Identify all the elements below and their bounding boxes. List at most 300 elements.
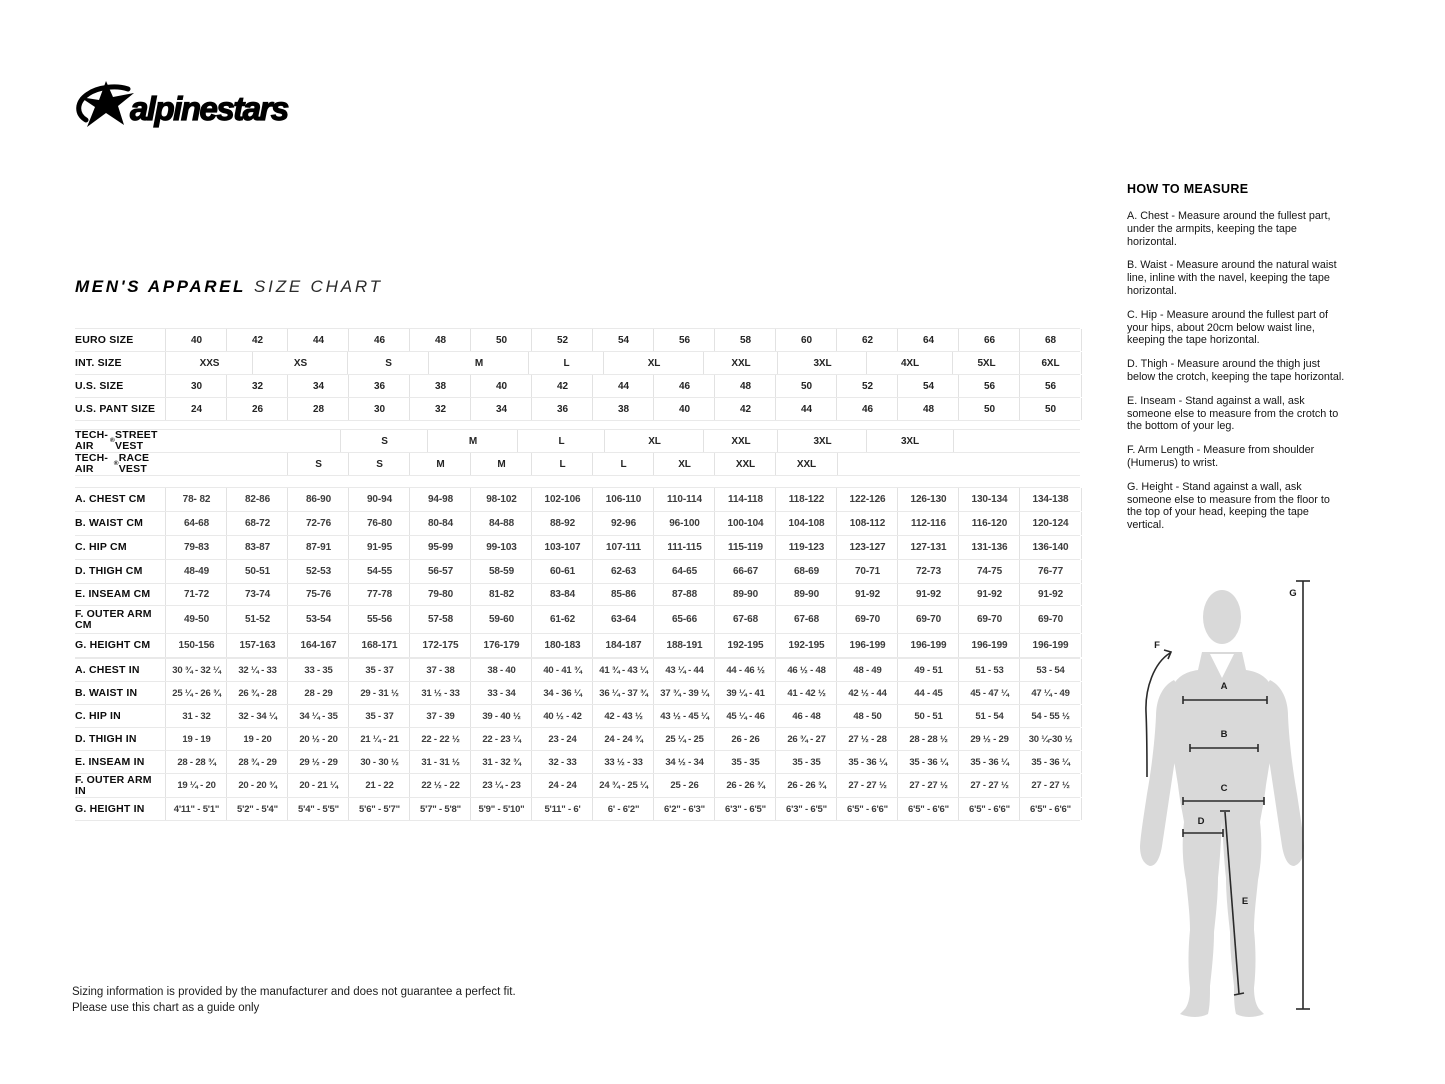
row-label: U.S. PANT SIZE — [75, 402, 156, 415]
size-cell: S — [347, 352, 429, 374]
size-cell: 44 - 45 — [897, 682, 959, 704]
figure-label-c: C — [1220, 783, 1228, 794]
size-cell: 67-68 — [714, 606, 776, 633]
row-g-height-in — [75, 798, 1080, 821]
size-cell: 28 - 28 ¾ — [165, 751, 227, 773]
size-cell: 35 - 36 ¼ — [958, 751, 1020, 773]
size-cell: 72-73 — [897, 560, 959, 583]
size-cell: 29 ½ - 29 — [958, 728, 1020, 750]
size-cell: 58-59 — [470, 560, 532, 583]
row-label: D. THIGH CM — [75, 565, 143, 577]
size-cell: 47 ¼ - 49 — [1019, 682, 1082, 704]
row-d-thigh-cm — [75, 560, 1080, 584]
size-cell: 24 - 24 — [531, 774, 593, 797]
size-cell: 5'6" - 5'7" — [348, 798, 410, 820]
size-cell: 70-71 — [836, 560, 898, 583]
size-cell: 5'7" - 5'8" — [409, 798, 471, 820]
row-label: TECH-AIR ® STREET VEST — [75, 429, 158, 452]
size-cell: 46 - 48 — [775, 705, 837, 727]
size-cell: 40 ½ - 42 — [531, 705, 593, 727]
size-cell: 19 ¼ - 20 — [165, 774, 227, 797]
size-cell: 50 - 51 — [897, 705, 959, 727]
size-cell: 26 ¾ - 28 — [226, 682, 288, 704]
size-cell: S — [348, 453, 410, 475]
size-cell: 57-58 — [409, 606, 471, 633]
size-cell: 120-124 — [1019, 512, 1082, 535]
size-cell: 74-75 — [958, 560, 1020, 583]
row-label: EURO SIZE — [75, 333, 134, 346]
size-cell: 65-66 — [653, 606, 715, 633]
size-cell: 95-99 — [409, 536, 471, 559]
table-group — [75, 328, 1080, 421]
size-cell: 41 - 42 ½ — [775, 682, 837, 704]
size-cell: 35 - 35 — [775, 751, 837, 773]
size-cell: XXL — [703, 352, 778, 374]
row-label: C. HIP IN — [75, 709, 121, 722]
size-cell: 33 - 35 — [287, 659, 349, 681]
size-cell: 40 — [653, 398, 715, 420]
size-cell: 6XL — [1019, 352, 1082, 374]
size-cell: 46 — [653, 375, 715, 397]
size-cell: 32 — [409, 398, 471, 420]
row-label: G. HEIGHT CM — [75, 639, 151, 651]
disclaimer — [72, 984, 516, 1016]
size-cell: 26 - 26 — [714, 728, 776, 750]
size-cell: 22 ½ - 22 — [409, 774, 471, 797]
size-cell: 82-86 — [226, 488, 288, 511]
size-cell: 69-70 — [897, 606, 959, 633]
size-cell: 5'2" - 5'4" — [226, 798, 288, 820]
size-cell: 29 - 31 ½ — [348, 682, 410, 704]
size-cell: 196-199 — [1019, 634, 1082, 657]
size-cell: 26 — [226, 398, 288, 420]
row-b-waist-in — [75, 682, 1080, 705]
size-cell: 69-70 — [836, 606, 898, 633]
row-c-hip-cm — [75, 536, 1080, 560]
size-cell: M — [470, 453, 532, 475]
size-cell: 64-68 — [165, 512, 227, 535]
row-label: F. OUTER ARM CM — [75, 607, 152, 631]
size-cell: 48 — [409, 329, 471, 351]
size-cell: 21 ¼ - 21 — [348, 728, 410, 750]
size-cell: 176-179 — [470, 634, 532, 657]
size-cell: 119-123 — [775, 536, 837, 559]
size-cell: L — [592, 453, 654, 475]
size-cell: 41 ¾ - 43 ¼ — [592, 659, 654, 681]
size-cell: 40 — [470, 375, 532, 397]
size-cell: 50 — [775, 375, 837, 397]
size-cell: 91-92 — [897, 584, 959, 605]
row-label: A. CHEST IN — [75, 663, 140, 676]
row-int-size — [75, 352, 1080, 375]
size-cell: 51 - 54 — [958, 705, 1020, 727]
size-cell: XL — [603, 352, 704, 374]
size-cell: 55-56 — [348, 606, 410, 633]
size-cell: 52 — [531, 329, 593, 351]
row-d-thigh-in — [75, 728, 1080, 751]
row-a-chest-cm — [75, 488, 1080, 512]
size-cell: 157-163 — [226, 634, 288, 657]
size-cell: 103-107 — [531, 536, 593, 559]
size-cell: 40 - 41 ¾ — [531, 659, 593, 681]
size-cell: XXS — [165, 352, 253, 374]
size-cell: 112-116 — [897, 512, 959, 535]
size-cell: 35 - 36 ¼ — [836, 751, 898, 773]
size-cell: 43 ½ - 45 ¼ — [653, 705, 715, 727]
size-cell: 54-55 — [348, 560, 410, 583]
size-cell: 24 - 24 ¾ — [592, 728, 654, 750]
size-cell: 34 - 36 ¼ — [531, 682, 593, 704]
size-cell: 63-64 — [592, 606, 654, 633]
row-tech-air-race-vest — [75, 453, 1080, 476]
size-cell: 6'5" - 6'6" — [897, 798, 959, 820]
row-u-s-size — [75, 375, 1080, 398]
size-cell: 134-138 — [1019, 488, 1082, 511]
measure-instruction-f: F. Arm Length - Measure from shoulder (Humerus) to wrist. — [1127, 444, 1315, 469]
page-title — [75, 277, 383, 297]
size-cell: 62 — [836, 329, 898, 351]
row-label: U.S. SIZE — [75, 379, 124, 392]
size-cell: 19 - 20 — [226, 728, 288, 750]
size-cell: XXL — [775, 453, 838, 475]
how-to-measure-title: HOW TO MEASURE — [1127, 182, 1249, 196]
size-cell: 83-84 — [531, 584, 593, 605]
size-cell: 106-110 — [592, 488, 654, 511]
measure-instruction-c: C. Hip - Measure around the fullest part of your hips, about 20cm below waist line, keeping the tape horizontal. — [1127, 308, 1329, 347]
size-cell: 68-69 — [775, 560, 837, 583]
figure-label-d: D — [1197, 816, 1205, 827]
size-cell: 37 ¾ - 39 ¼ — [653, 682, 715, 704]
size-cell: 40 — [165, 329, 227, 351]
height-measure-line — [1296, 581, 1310, 1009]
size-cell: 86-90 — [287, 488, 349, 511]
size-cell: 32 — [226, 375, 288, 397]
size-cell: 33 ½ - 33 — [592, 751, 654, 773]
size-cell: 44 — [592, 375, 654, 397]
size-cell: 50 — [470, 329, 532, 351]
size-cell: 66 — [958, 329, 1020, 351]
size-cell: 89-90 — [714, 584, 776, 605]
size-cell: 23 ¼ - 23 — [470, 774, 532, 797]
size-cell: 53 - 54 — [1019, 659, 1082, 681]
size-cell: 107-111 — [592, 536, 654, 559]
size-cell: 52-53 — [287, 560, 349, 583]
size-cell: 60 — [775, 329, 837, 351]
size-cell: 30 - 30 ½ — [348, 751, 410, 773]
size-cell: 51 - 53 — [958, 659, 1020, 681]
size-cell: 5'11" - 6' — [531, 798, 593, 820]
size-cell: L — [517, 430, 605, 452]
size-cell: 76-77 — [1019, 560, 1082, 583]
size-cell: 108-112 — [836, 512, 898, 535]
how-to-measure-panel — [1127, 182, 1347, 543]
size-cell: 42 — [226, 329, 288, 351]
size-cell: 84-88 — [470, 512, 532, 535]
size-cell: 88-92 — [531, 512, 593, 535]
size-cell: 83-87 — [226, 536, 288, 559]
size-cell: 36 ¼ - 37 ¾ — [592, 682, 654, 704]
size-cell: 30 ¼-30 ½ — [1019, 728, 1082, 750]
size-cell: 32 - 33 — [531, 751, 593, 773]
size-cell: 31 - 32 — [165, 705, 227, 727]
size-cell: 115-119 — [714, 536, 776, 559]
size-cell: 87-88 — [653, 584, 715, 605]
row-u-s-pant-size — [75, 398, 1080, 421]
row-euro-size — [75, 329, 1080, 352]
size-cell: 73-74 — [226, 584, 288, 605]
page-title-light: SIZE CHART — [254, 277, 383, 296]
size-cell: 196-199 — [836, 634, 898, 657]
size-cell: 48-49 — [165, 560, 227, 583]
size-cell: 172-175 — [409, 634, 471, 657]
size-cell: 35 - 37 — [348, 659, 410, 681]
size-cell: 5'9" - 5'10" — [470, 798, 532, 820]
size-cell: 196-199 — [897, 634, 959, 657]
size-cell: 37 - 39 — [409, 705, 471, 727]
size-cell: 56 — [958, 375, 1020, 397]
size-cell: 52 — [836, 375, 898, 397]
table-group — [75, 487, 1080, 658]
size-cell: 58 — [714, 329, 776, 351]
size-cell: 60-61 — [531, 560, 593, 583]
size-cell: 20 - 21 ¼ — [287, 774, 349, 797]
size-cell: 46 ½ - 48 — [775, 659, 837, 681]
size-cell: 25 ¼ - 26 ¾ — [165, 682, 227, 704]
size-cell: 34 ½ - 34 — [653, 751, 715, 773]
size-cell: 20 - 20 ¾ — [226, 774, 288, 797]
size-cell: 50-51 — [226, 560, 288, 583]
figure-label-e: E — [1241, 896, 1249, 907]
size-cell: 34 — [287, 375, 349, 397]
size-cell: 27 ½ - 28 — [836, 728, 898, 750]
size-cell: 184-187 — [592, 634, 654, 657]
row-a-chest-in — [75, 659, 1080, 682]
row-label: TECH-AIR ® RACE VEST — [75, 452, 150, 475]
figure-label-a: A — [1220, 681, 1228, 692]
size-cell: 127-131 — [897, 536, 959, 559]
row-e-inseam-cm — [75, 584, 1080, 606]
size-cell: 25 ¼ - 25 — [653, 728, 715, 750]
size-cell: 39 - 40 ½ — [470, 705, 532, 727]
size-cell: 130-134 — [958, 488, 1020, 511]
size-cell: 188-191 — [653, 634, 715, 657]
size-cell: 91-92 — [958, 584, 1020, 605]
size-cell: S — [287, 453, 349, 475]
size-cell: 4'11" - 5'1" — [165, 798, 227, 820]
size-cell: 50 — [1019, 398, 1082, 420]
size-cell: 81-82 — [470, 584, 532, 605]
size-cell: 19 - 19 — [165, 728, 227, 750]
size-cell: XS — [252, 352, 348, 374]
size-cell: 98-102 — [470, 488, 532, 511]
size-cell: 56-57 — [409, 560, 471, 583]
row-f-outer-arm-cm — [75, 606, 1080, 634]
size-cell: XL — [604, 430, 704, 452]
size-cell: 59-60 — [470, 606, 532, 633]
size-cell: 85-86 — [592, 584, 654, 605]
size-cell: 67-68 — [775, 606, 837, 633]
size-cell: S — [340, 430, 428, 452]
size-cell: 26 - 26 ¾ — [775, 774, 837, 797]
size-cell: 44 — [287, 329, 349, 351]
size-cell: 62-63 — [592, 560, 654, 583]
row-f-outer-arm-in — [75, 774, 1080, 798]
size-cell: 6'3" - 6'5" — [714, 798, 776, 820]
size-cell: 90-94 — [348, 488, 410, 511]
row-e-inseam-in — [75, 751, 1080, 774]
figure-label-f: F — [1154, 640, 1160, 651]
size-cell: 27 - 27 ½ — [897, 774, 959, 797]
size-cell: 25 - 26 — [653, 774, 715, 797]
size-cell: XXL — [714, 453, 776, 475]
size-cell: 192-195 — [714, 634, 776, 657]
page-title-bold: MEN'S APPAREL — [75, 277, 247, 296]
size-cell: 54 - 55 ½ — [1019, 705, 1082, 727]
size-cell: 44 - 46 ½ — [714, 659, 776, 681]
size-cell: 131-136 — [958, 536, 1020, 559]
size-cell: 192-195 — [775, 634, 837, 657]
size-cell: 46 — [836, 398, 898, 420]
row-g-height-cm — [75, 634, 1080, 658]
size-cell: M — [427, 430, 518, 452]
size-cell: 78- 82 — [165, 488, 227, 511]
size-cell: 30 ¾ - 32 ¼ — [165, 659, 227, 681]
size-cell: 6'5" - 6'6" — [958, 798, 1020, 820]
size-cell: 32 - 34 ¼ — [226, 705, 288, 727]
size-cell: 46 — [348, 329, 410, 351]
how-to-measure-list — [1127, 210, 1347, 532]
size-cell: 48 - 50 — [836, 705, 898, 727]
size-cell: 44 — [775, 398, 837, 420]
size-cell: 24 — [165, 398, 227, 420]
alpinestars-star-icon — [72, 80, 337, 136]
size-cell: 99-103 — [470, 536, 532, 559]
size-cell: 48 - 49 — [836, 659, 898, 681]
size-cell: 6'5" - 6'6" — [1019, 798, 1082, 820]
size-cell: 35 - 36 ¼ — [1019, 751, 1082, 773]
disclaimer-line2: Please use this chart as a guide only — [72, 1002, 260, 1014]
size-cell: 64 — [897, 329, 959, 351]
size-cell: 53-54 — [287, 606, 349, 633]
table-group — [75, 429, 1080, 476]
size-cell: 26 - 26 ¾ — [714, 774, 776, 797]
size-cell: 50 — [958, 398, 1020, 420]
size-cell: 87-91 — [287, 536, 349, 559]
size-cell: 68 — [1019, 329, 1082, 351]
size-cell: 91-92 — [836, 584, 898, 605]
size-cell: 118-122 — [775, 488, 837, 511]
size-cell: 77-78 — [348, 584, 410, 605]
size-cell: 89-90 — [775, 584, 837, 605]
disclaimer-line1: Sizing information is provided by the manufacturer and does not guarantee a perfect fit. — [72, 986, 516, 998]
size-cell: 27 - 27 ½ — [836, 774, 898, 797]
size-cell: 111-115 — [653, 536, 715, 559]
size-cell: 42 - 43 ½ — [592, 705, 654, 727]
size-cell: 39 ¼ - 41 — [714, 682, 776, 704]
size-cell: 196-199 — [958, 634, 1020, 657]
size-cell: 100-104 — [714, 512, 776, 535]
size-cell: 76-80 — [348, 512, 410, 535]
size-cell: 51-52 — [226, 606, 288, 633]
size-cell: 27 - 27 ½ — [958, 774, 1020, 797]
size-cell: L — [528, 352, 604, 374]
size-cell: 96-100 — [653, 512, 715, 535]
size-cell: 32 ¼ - 33 — [226, 659, 288, 681]
size-cell: 30 — [348, 398, 410, 420]
size-cell: 28 ¾ - 29 — [226, 751, 288, 773]
size-cell: 79-80 — [409, 584, 471, 605]
size-cell: 33 - 34 — [470, 682, 532, 704]
size-cell: 56 — [653, 329, 715, 351]
size-cell: 6'5" - 6'6" — [836, 798, 898, 820]
size-cell: 34 — [470, 398, 532, 420]
size-cell: 69-70 — [958, 606, 1020, 633]
size-cell: 91-92 — [1019, 584, 1082, 605]
size-cell: 116-120 — [958, 512, 1020, 535]
size-cell: 66-67 — [714, 560, 776, 583]
size-cell: 123-127 — [836, 536, 898, 559]
size-cell: XL — [653, 453, 715, 475]
size-cell: 54 — [897, 375, 959, 397]
row-label: A. CHEST CM — [75, 493, 146, 505]
row-label: D. THIGH IN — [75, 732, 137, 745]
size-cell: 64-65 — [653, 560, 715, 583]
size-cell: 5'4" - 5'5" — [287, 798, 349, 820]
size-cell: 5XL — [952, 352, 1020, 374]
size-cell: 150-156 — [165, 634, 227, 657]
measurement-figure — [1130, 570, 1330, 1030]
size-cell: 30 — [165, 375, 227, 397]
size-cell: 114-118 — [714, 488, 776, 511]
table-group — [75, 658, 1080, 821]
size-cell: 24 ¾ - 25 ¼ — [592, 774, 654, 797]
size-cell: 92-96 — [592, 512, 654, 535]
row-tech-air-street-vest — [75, 430, 1080, 453]
size-cell: 102-106 — [531, 488, 593, 511]
size-cell: 42 — [714, 398, 776, 420]
measure-instruction-b: B. Waist - Measure around the natural waist line, inline with the navel, keeping the tape horizontal. — [1127, 259, 1337, 297]
size-cell: 48 — [897, 398, 959, 420]
size-cell: 49-50 — [165, 606, 227, 633]
size-cell: 3XL — [777, 352, 867, 374]
size-cell: 164-167 — [287, 634, 349, 657]
row-label: INT. SIZE — [75, 356, 122, 369]
size-cell: 122-126 — [836, 488, 898, 511]
size-cell: 35 - 37 — [348, 705, 410, 727]
size-cell: 31 - 31 ½ — [409, 751, 471, 773]
row-label: G. HEIGHT IN — [75, 802, 145, 815]
row-b-waist-cm — [75, 512, 1080, 536]
size-cell: 31 ½ - 33 — [409, 682, 471, 704]
figure-label-g: G — [1289, 588, 1297, 599]
size-cell: 168-171 — [348, 634, 410, 657]
size-cell: 42 — [531, 375, 593, 397]
size-cell: 36 — [531, 398, 593, 420]
size-cell: 56 — [1019, 375, 1082, 397]
size-cell: M — [409, 453, 471, 475]
size-cell: 21 - 22 — [348, 774, 410, 797]
size-cell: 3XL — [866, 430, 954, 452]
size-cell: 6'2" - 6'3" — [653, 798, 715, 820]
body-silhouette — [1140, 590, 1304, 1017]
size-cell: 42 ½ - 44 — [836, 682, 898, 704]
size-cell: 35 - 36 ¼ — [897, 751, 959, 773]
row-label: B. WAIST IN — [75, 686, 138, 699]
size-cell: 94-98 — [409, 488, 471, 511]
size-cell: 27 - 27 ½ — [1019, 774, 1082, 797]
size-cell: 110-114 — [653, 488, 715, 511]
size-cell: M — [428, 352, 529, 374]
